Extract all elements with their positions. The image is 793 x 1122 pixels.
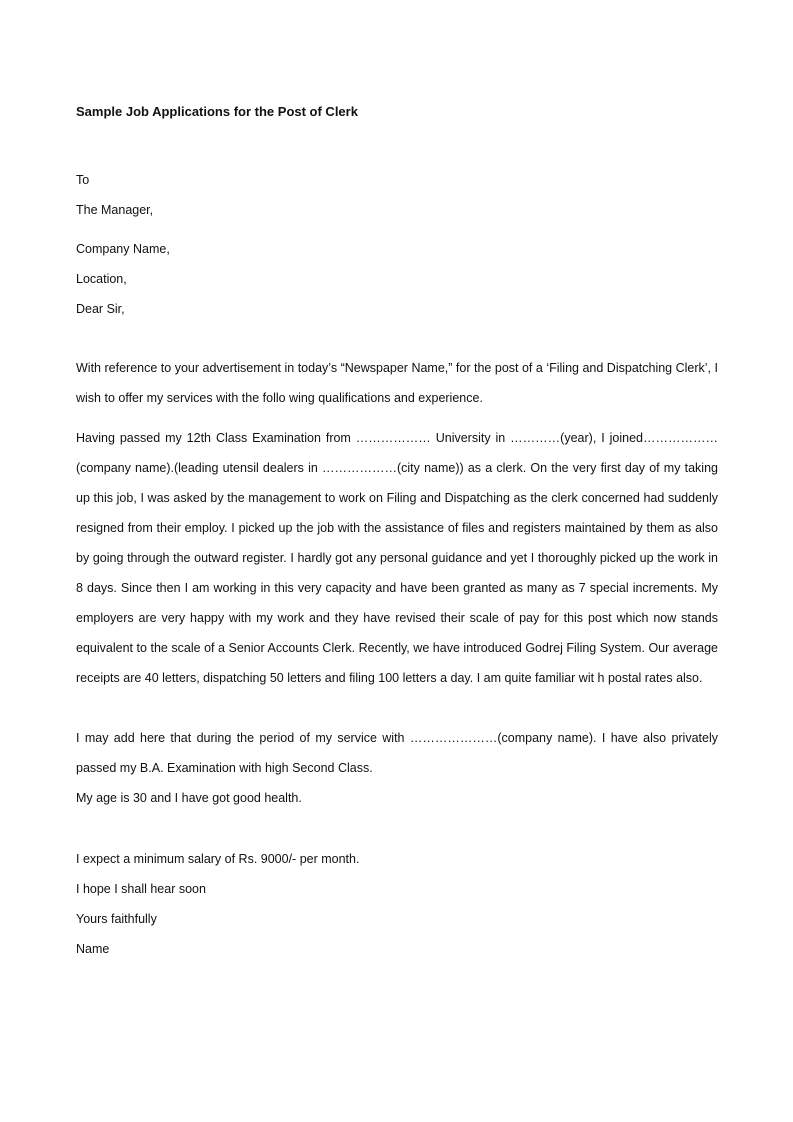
paragraph-education: I may add here that during the period of my service with …………………(company name). I have also privately passed my B.A. Examination with high Second Class. xyxy=(76,731,718,775)
address-company: Company Name, xyxy=(76,242,170,256)
paragraph-experience: Having passed my 12th Class Examination from ……………… University in …………(year), I joined………………(company name).(leading utensil dealers in ………………(city name)) as a clerk. On the very first day of my taking up this job, I was asked by the management to work on Filing and Dispatching as the clerk concerned had suddenly resigned from their employ. I picked up the job with the assistance of files and registers maintained by them as also by going through the outward register. I hardly got any personal guidance and yet I thoroughly picked up the work in 8 days. Since then I am working in this very capacity and have been granted as many as 7 special increments. My employers are very happy with my work and they have revised their scale of pay for this post which now stands equivalent to the scale of a Senior Accounts Clerk. Recently, we have introduced Godrej Filing System. Our average receipts are 40 letters, dispatching 50 letters and filing 100 letters a day. I am quite familiar wit h postal rates also. xyxy=(76,431,718,685)
address-to: To xyxy=(76,173,90,187)
closing-signoff: Yours faithfully xyxy=(76,912,157,926)
closing-hope: I hope I shall hear soon xyxy=(76,882,206,896)
address-location: Location, xyxy=(76,272,127,286)
paragraph-intro: With reference to your advertisement in today’s “Newspaper Name,” for the post of a ‘Filing and Dispatching Clerk’, I wish to offer my services with the follo wing qualifications and experience. xyxy=(76,361,718,405)
address-recipient: The Manager, xyxy=(76,203,154,217)
salary-expectation: I expect a minimum salary of Rs. 9000/- per month. xyxy=(76,852,360,866)
paragraph-age: My age is 30 and I have got good health. xyxy=(76,791,302,805)
salutation: Dear Sir, xyxy=(76,302,125,316)
document-title: Sample Job Applications for the Post of Clerk xyxy=(76,104,358,119)
signature-name: Name xyxy=(76,942,110,956)
